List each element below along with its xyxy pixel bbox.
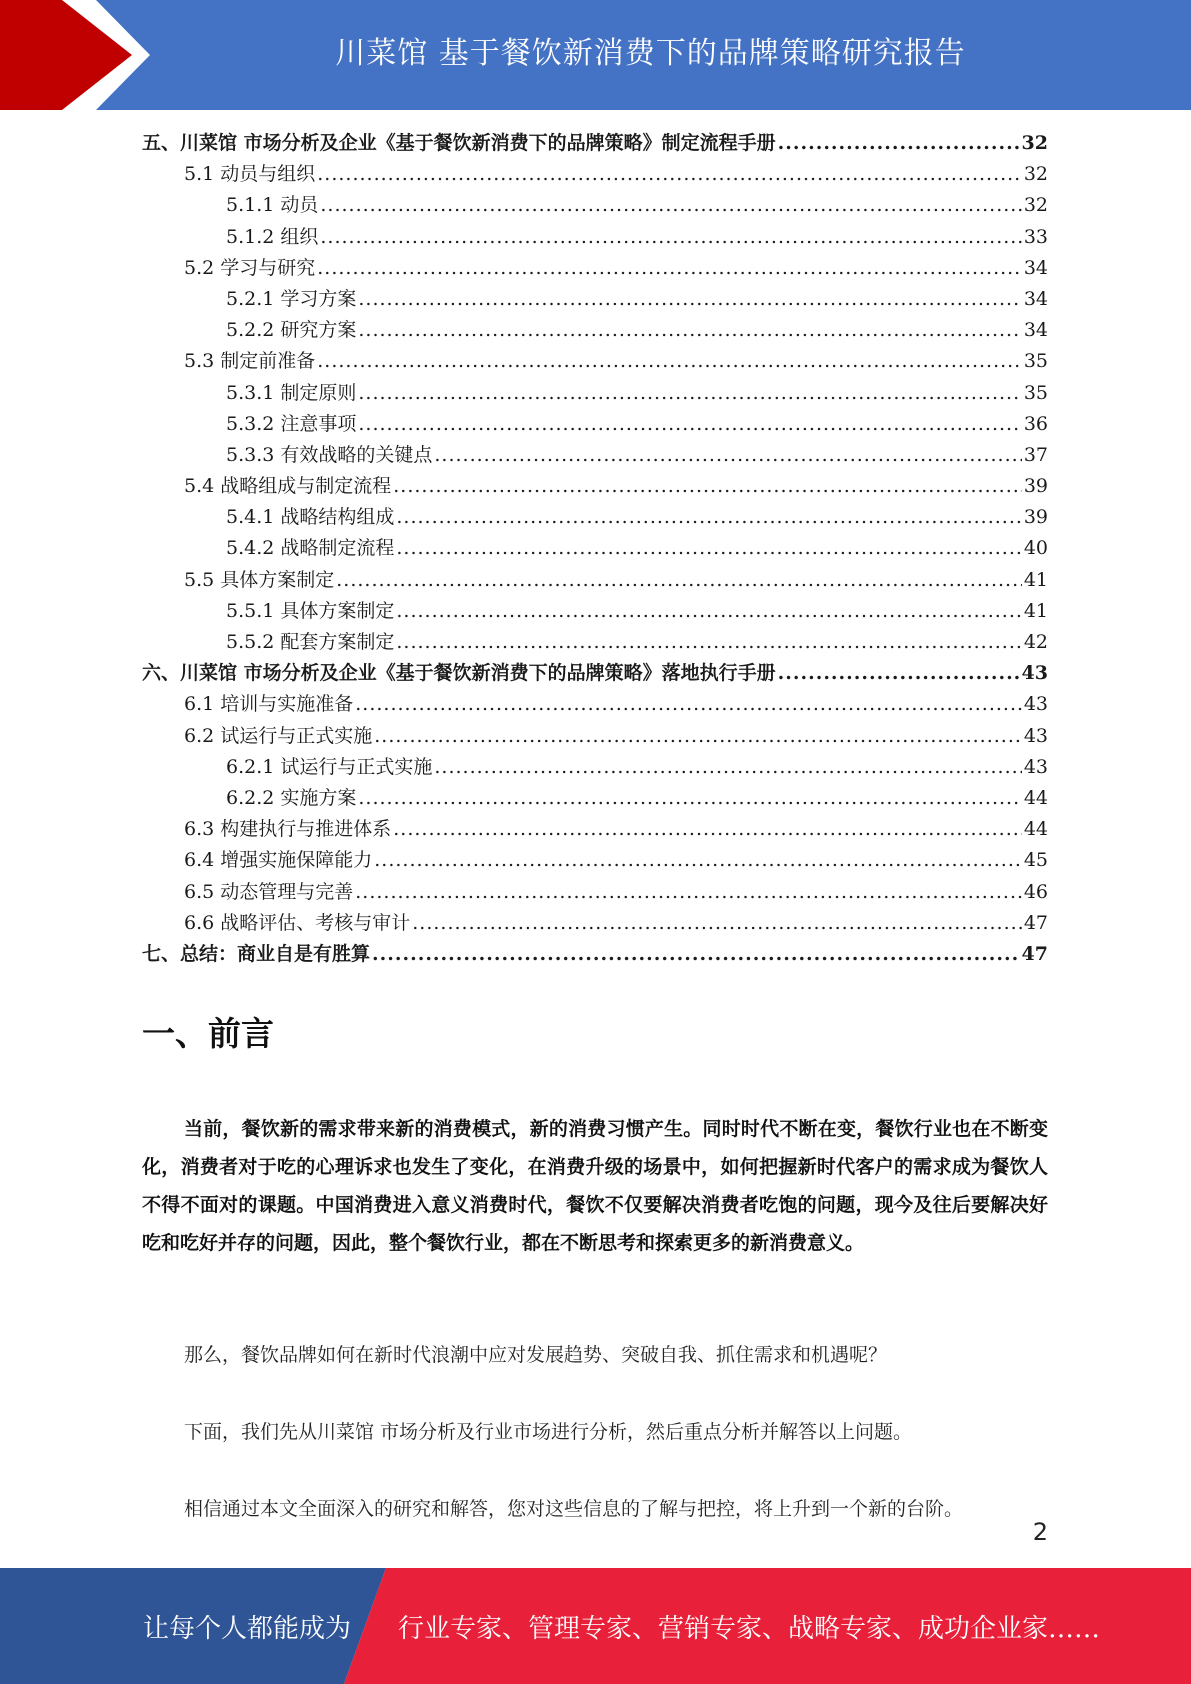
toc-leader-dots <box>778 128 1020 159</box>
toc-entry-label: 5.5.1 具体方案制定 <box>226 599 395 622</box>
toc-entry[interactable] <box>142 565 1048 596</box>
footer-banner <box>0 1568 1191 1684</box>
toc-entry-page: 46 <box>1023 880 1048 903</box>
toc-entry-label: 6.1 培训与实施准备 <box>184 693 354 716</box>
toc-entry-label: 5.2.1 学习方案 <box>226 287 357 310</box>
toc-entry[interactable] <box>142 877 1048 908</box>
toc-entry[interactable] <box>142 315 1048 346</box>
toc-leader-dots <box>320 190 1021 221</box>
toc-entry-page: 32 <box>1023 163 1048 186</box>
toc-leader-dots <box>374 845 1022 876</box>
toc-entry[interactable] <box>142 845 1048 876</box>
toc-entry-label: 6.2.1 试运行与正式实施 <box>226 755 433 778</box>
toc-leader-dots <box>412 908 1022 939</box>
toc-entry[interactable] <box>142 752 1048 783</box>
toc-entry-label: 5.1 动员与组织 <box>184 163 316 186</box>
toc-entry[interactable] <box>142 533 1048 564</box>
toc-entry-page: 32 <box>1021 132 1048 154</box>
toc-entry-page: 43 <box>1023 724 1048 747</box>
toc-entry[interactable] <box>142 190 1048 221</box>
toc-entry-label: 6.5 动态管理与完善 <box>184 880 354 903</box>
toc-entry-label: 5.5 具体方案制定 <box>184 568 335 591</box>
toc-leader-dots <box>358 409 1021 440</box>
toc-leader-dots <box>396 533 1021 564</box>
toc-entry[interactable] <box>142 253 1048 284</box>
toc-entry-label: 5.3.2 注意事项 <box>226 412 357 435</box>
toc-entry-label: 5.1.2 组织 <box>226 225 319 248</box>
toc-leader-dots <box>317 253 1022 284</box>
toc-entry[interactable] <box>142 284 1048 315</box>
toc-leader-dots <box>358 783 1021 814</box>
section-heading: 一、前言 <box>142 1014 274 1053</box>
toc-leader-dots <box>374 721 1022 752</box>
toc-leader-dots <box>396 596 1021 627</box>
toc-leader-dots <box>317 346 1022 377</box>
body-paragraph-question: 那么，餐饮品牌如何在新时代浪潮中应对发展趋势、突破自我、抓住需求和机遇呢？ <box>184 1344 888 1366</box>
toc-entry-page: 45 <box>1023 849 1048 872</box>
toc-entry-page: 33 <box>1023 225 1048 248</box>
toc-leader-dots <box>778 658 1020 689</box>
toc-entry[interactable] <box>142 658 1048 689</box>
toc-entry-page: 47 <box>1023 911 1048 934</box>
toc-leader-dots <box>393 471 1022 502</box>
toc-leader-dots <box>396 502 1021 533</box>
toc-entry-label: 七、总结：商业自是有胜算 <box>142 942 371 965</box>
toc-entry-page: 43 <box>1021 662 1048 685</box>
toc-entry-label: 5.4.1 战略结构组成 <box>226 506 395 529</box>
toc-entry-label: 5.1.1 动员 <box>226 194 319 217</box>
toc-entry[interactable] <box>142 689 1048 720</box>
toc-leader-dots <box>396 627 1021 658</box>
toc-entry[interactable] <box>142 939 1048 970</box>
header-banner <box>0 0 1191 110</box>
toc-entry[interactable] <box>142 627 1048 658</box>
toc-entry-page: 37 <box>1023 443 1048 466</box>
document-title: 川菜馆 基于餐饮新消费下的品牌策略研究报告 <box>335 36 966 71</box>
toc-entry-label: 5.2.2 研究方案 <box>226 319 357 342</box>
toc-entry-label: 6.2.2 实施方案 <box>226 786 357 809</box>
toc-entry-page: 34 <box>1023 256 1048 279</box>
toc-entry[interactable] <box>142 222 1048 253</box>
toc-entry-label: 六、川菜馆 市场分析及企业《基于餐饮新消费下的品牌策略》落地执行手册 <box>142 662 776 685</box>
toc-entry-page: 35 <box>1023 350 1048 373</box>
toc-entry-page: 44 <box>1023 818 1048 841</box>
toc-entry-page: 40 <box>1023 537 1048 560</box>
toc-entry-page: 35 <box>1023 381 1048 404</box>
toc-entry-label: 5.5.2 配套方案制定 <box>226 631 395 653</box>
toc-entry-page: 34 <box>1023 287 1048 310</box>
toc-leader-dots <box>434 752 1021 783</box>
toc-entry-label: 6.6 战略评估、考核与审计 <box>184 911 411 934</box>
intro-paragraph: 当前，餐饮新的需求带来新的消费模式，新的消费习惯产生。同时时代不断在变，餐饮行业也在不断变化，消费者对于吃的心理诉求也发生了变化，在消费升级的场景中，如何把握新时代客户的需求成为餐饮人不得不面对的课题。中国消费进入意义消费时代，餐饮不仅要解决消费者吃饱的问题，现今及往后要解决好吃和吃好并存的问题，因此，整个餐饮行业，都在不断思考和探索更多的新消费意义。 <box>142 1118 1048 1254</box>
toc-leader-dots <box>372 939 1020 970</box>
table-of-contents <box>142 128 1048 970</box>
body-paragraph-closing: 相信通过本文全面深入的研究和解答，您对这些信息的了解与把控，将上升到一个新的台阶。 <box>184 1498 964 1520</box>
toc-leader-dots <box>358 378 1021 409</box>
toc-entry[interactable] <box>142 409 1048 440</box>
toc-entry-page: 41 <box>1023 568 1048 591</box>
toc-entry[interactable] <box>142 502 1048 533</box>
toc-entry-page: 36 <box>1023 412 1048 435</box>
toc-entry-label: 5.4.2 战略制定流程 <box>226 537 395 560</box>
toc-leader-dots <box>358 284 1021 315</box>
toc-entry-page: 41 <box>1023 599 1048 622</box>
toc-leader-dots <box>355 689 1022 720</box>
toc-entry-page: 44 <box>1023 786 1048 809</box>
toc-entry-page: 32 <box>1023 194 1048 217</box>
body-paragraph-method: 下面，我们先从川菜馆 市场分析及行业市场进行分析，然后重点分析并解答以上问题。 <box>184 1421 913 1443</box>
toc-leader-dots <box>355 877 1022 908</box>
toc-leader-dots <box>393 814 1022 845</box>
toc-entry-page: 39 <box>1023 475 1048 498</box>
toc-entry-label: 5.3.1 制定原则 <box>226 381 357 404</box>
page-number: 2 <box>1032 1518 1048 1546</box>
toc-entry-label: 6.3 构建执行与推进体系 <box>184 818 392 841</box>
toc-leader-dots <box>336 565 1022 596</box>
toc-entry[interactable] <box>142 908 1048 939</box>
toc-entry[interactable] <box>142 378 1048 409</box>
toc-entry[interactable] <box>142 783 1048 814</box>
toc-leader-dots <box>434 440 1021 471</box>
toc-entry-page: 42 <box>1023 631 1048 653</box>
toc-entry[interactable] <box>142 471 1048 502</box>
toc-entry-page: 43 <box>1023 693 1048 716</box>
toc-entry-page: 39 <box>1023 506 1048 529</box>
toc-entry-label: 5.2 学习与研究 <box>184 256 316 279</box>
toc-entry[interactable] <box>142 596 1048 627</box>
toc-entry-page: 34 <box>1023 319 1048 342</box>
footer-slogan-left: 让每个人都能成为 <box>143 1613 352 1644</box>
toc-entry-page: 43 <box>1023 755 1048 778</box>
toc-entry[interactable] <box>142 346 1048 377</box>
toc-entry[interactable] <box>142 721 1048 752</box>
toc-entry[interactable] <box>142 814 1048 845</box>
toc-entry-label: 6.2 试运行与正式实施 <box>184 724 373 747</box>
toc-entry[interactable] <box>142 128 1048 159</box>
toc-entry-page: 47 <box>1021 942 1048 965</box>
toc-leader-dots <box>320 222 1021 253</box>
toc-entry-label: 5.3 制定前准备 <box>184 350 316 373</box>
toc-entry-label: 6.4 增强实施保障能力 <box>184 849 373 872</box>
toc-leader-dots <box>317 159 1022 190</box>
toc-entry-label: 5.3.3 有效战略的关键点 <box>226 443 433 466</box>
toc-entry[interactable] <box>142 440 1048 471</box>
toc-entry-label: 五、川菜馆 市场分析及企业《基于餐饮新消费下的品牌策略》制定流程手册 <box>142 132 776 154</box>
toc-leader-dots <box>358 315 1021 346</box>
toc-entry[interactable] <box>142 159 1048 190</box>
footer-slogan-right: 行业专家、管理专家、营销专家、战略专家、成功企业家…… <box>398 1613 1101 1644</box>
toc-entry-label: 5.4 战略组成与制定流程 <box>184 475 392 498</box>
